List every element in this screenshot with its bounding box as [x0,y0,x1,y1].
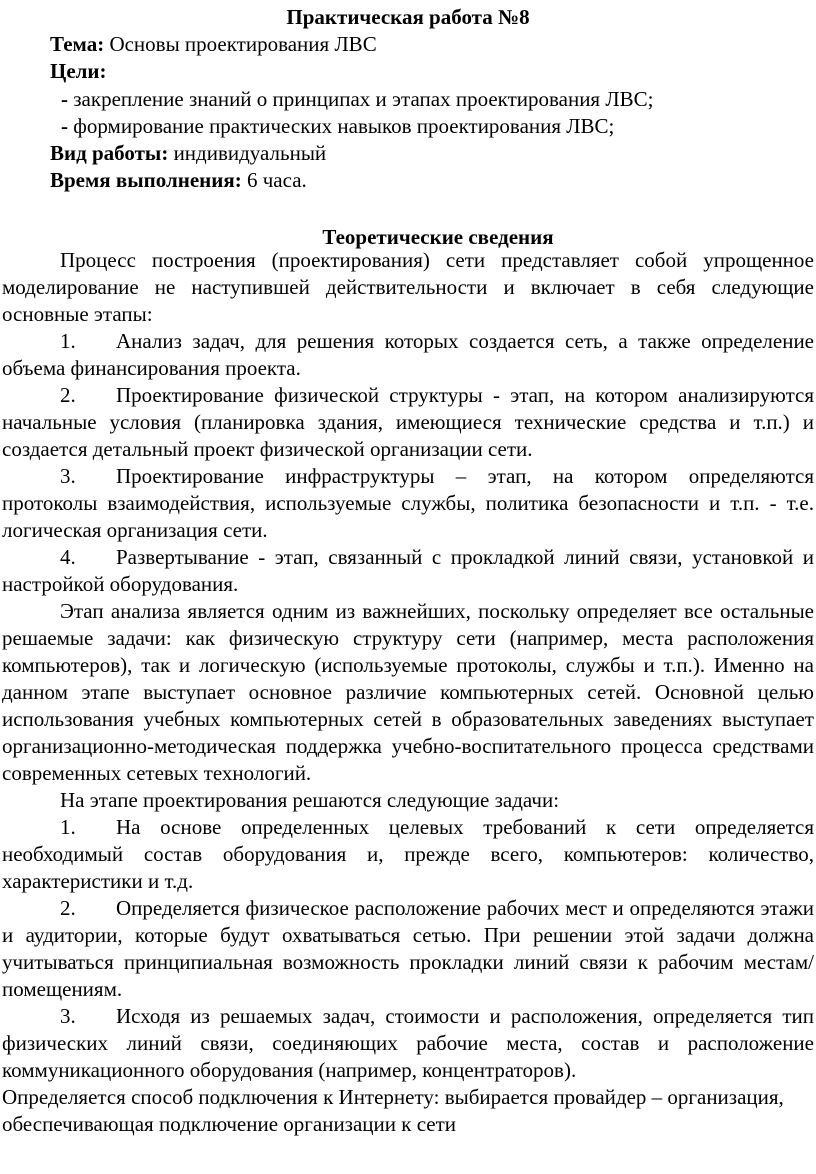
work-type-line [50,140,326,167]
stage-text: Проектирование физической структуры - этап, на котором анализируются начальные условия (планировка здания, имеющиеся технические средства и т.п.) и создается детальный проект физической организации сети. [2,383,814,461]
stage-number: 1. [60,329,76,353]
work-type-value: индивидуальный [173,141,327,165]
task-number: 3. [60,1004,76,1028]
stage-item [2,463,814,544]
goal-item: - закрепление знаний о принципах и этапах проектирования ЛВС; [61,87,654,111]
analysis-paragraph: Этап анализа является одним из важнейших, поскольку определяет все остальные решаемые задачи: как физическую структуру сети (например, места расположения компьютеров), так и логическую (используемые протоколы, службы и т.п.). Именно на данном этапе выступает основное различие компьютерных сетей. Основной целью использования учебных компьютерных сетей в образовательных заведениях выступает организационно-методическая поддержка учебно-воспитательного процесса средствами современных сетевых технологий. [2,599,814,785]
closing-paragraph: Определяется способ подключения к Интернету: выбирается провайдер – организация, обеспечивающая подключение организации к сети [2,1085,784,1136]
intro-paragraph: Процесс построения (проектирования) сети представляет собой упрощенное моделирование не наступившей действительности и включает в себя следующие основные этапы: [2,248,814,326]
task-text: Исходя из решаемых задач, стоимости и расположения, определяется тип физических линий связи, соединяющих рабочие места, состав и расположение коммуникационного оборудования (например, концентраторов). [2,1004,814,1082]
goal-item: - формирование практических навыков проектирования ЛВС; [61,114,615,138]
body-text [2,247,814,1138]
task-number: 2. [60,896,76,920]
duration-line [50,167,307,194]
stage-number: 2. [60,383,76,407]
section-heading: Теоретические сведения [322,225,554,249]
goal-text: закрепление знаний о принципах и этапах проектирования ЛВС; [73,87,654,111]
stage-text: Проектирование инфраструктуры – этап, на котором определяются протоколы взаимодействия, используемые службы, политика безопасности и т.п. - т.е. логическая организация сети. [2,464,814,542]
stage-text: Развертывание - этап, связанный с прокладкой линий связи, установкой и настройкой оборудования. [2,545,814,596]
task-item [2,814,814,895]
stage-text: Анализ задач, для решения которых создается сеть, а также определение объема финансирования проекта. [2,329,814,380]
task-text: Определяется физическое расположение рабочих мест и определяются этажи и аудитории, которые будут охватываться сетью. При решении этой задачи должна учитываться принципиальная возможность прокладки линий связи к рабочим местам/помещениям. [2,896,814,1001]
task-item [2,1003,814,1084]
stage-number: 3. [60,464,76,488]
page-title: Практическая работа №8 [286,5,530,29]
duration-label: Время выполнения: [50,168,242,192]
task-number: 1. [60,815,76,839]
task-item [2,895,814,1003]
task-text: На основе определенных целевых требований к сети определяется необходимый состав оборудования и, прежде всего, компьютеров: количество, характеристики и т.д. [2,815,814,893]
goals-label: Цели: [50,59,107,83]
stage-item [2,544,814,598]
stage-item [2,328,814,382]
stage-item [2,382,814,463]
stage-number: 4. [60,545,76,569]
work-type-label: Вид работы: [50,141,169,165]
topic-line [50,31,377,58]
design-intro: На этапе проектирования решаются следующие задачи: [60,788,560,812]
duration-value: 6 часа. [247,168,307,192]
topic-value: Основы проектирования ЛВС [109,32,377,56]
topic-label: Тема: [50,32,105,56]
goal-text: формирование практических навыков проектирования ЛВС; [73,114,615,138]
